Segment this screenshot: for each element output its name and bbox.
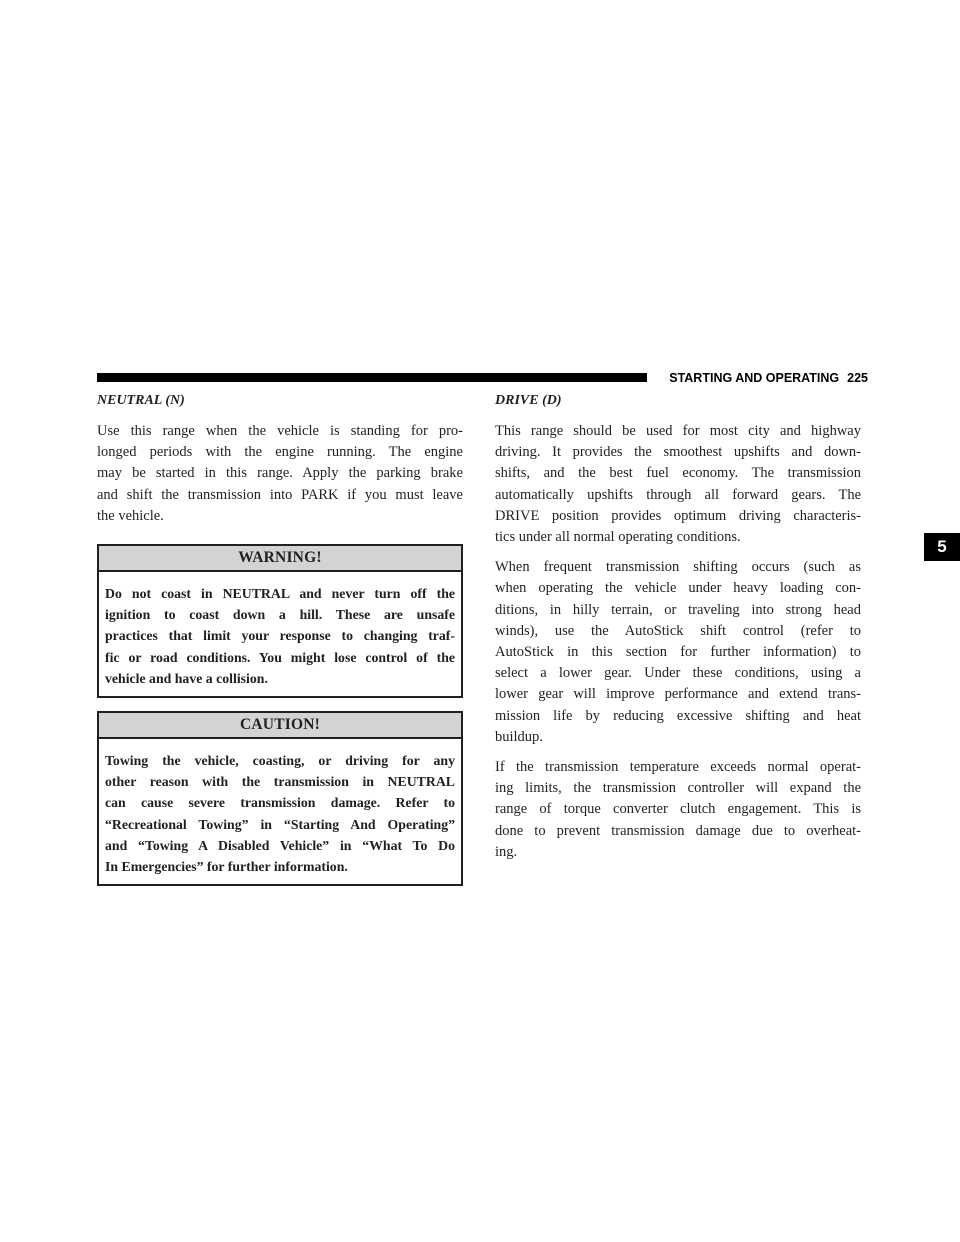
text-line: ignition to coast down a hill. These are unsafe xyxy=(105,607,455,623)
text-line: Use this range when the vehicle is standing for pro- xyxy=(97,423,463,439)
text-line: vehicle and have a collision. xyxy=(105,670,268,686)
section-title: STARTING AND OPERATING xyxy=(669,371,840,385)
text-line: and shift the transmission into PARK if you must leave xyxy=(97,486,463,503)
chapter-tab[interactable]: 5 xyxy=(924,533,960,561)
left-column xyxy=(97,392,463,886)
text-line: driving. It provides the smoothest upshifts and down- xyxy=(495,444,861,461)
running-header xyxy=(658,370,868,386)
text-line: ing limits, the transmission controller will expand the xyxy=(495,780,861,797)
text-line: tics under all normal operating conditions. xyxy=(495,529,741,546)
text-line: when operating the vehicle under heavy loading con- xyxy=(495,580,861,597)
text-line: select a lower gear. Under these conditions, using a xyxy=(495,665,861,682)
drive-heading: DRIVE (D) xyxy=(495,393,562,408)
text-line: range of torque converter clutch engagement. This is xyxy=(495,801,861,818)
text-line: DRIVE position provides optimum driving characteris- xyxy=(495,507,861,524)
text-line: automatically upshifts through all forward gears. The xyxy=(495,486,861,503)
warning-text xyxy=(99,572,461,696)
text-line: This range should be used for most city and highway xyxy=(495,423,861,439)
page-number: 225 xyxy=(847,371,868,385)
text-line: In Emergencies” for further information. xyxy=(105,859,348,875)
neutral-paragraph xyxy=(97,421,463,527)
caution-text xyxy=(99,739,461,884)
header-rule xyxy=(97,373,647,382)
drive-paragraph-1 xyxy=(495,421,861,548)
text-line: When frequent transmission shifting occurs (such as xyxy=(495,559,861,576)
drive-paragraph-2 xyxy=(495,557,861,748)
text-line: Do not coast in NEUTRAL and never turn off the xyxy=(105,586,455,602)
text-line: other reason with the transmission in NEUTRAL xyxy=(105,774,455,790)
text-line: lower gear will improve performance and extend trans- xyxy=(495,686,861,703)
caution-title: CAUTION! xyxy=(99,713,461,739)
text-line: “Recreational Towing” in “Starting And Operating” xyxy=(105,816,455,832)
text-line: shifts, and the best fuel economy. The transmission xyxy=(495,465,861,482)
warning-box xyxy=(97,544,463,698)
caution-box xyxy=(97,711,463,886)
text-line: may be started in this range. Apply the parking brake xyxy=(97,465,463,482)
text-line: fic or road conditions. You might lose control of the xyxy=(105,649,455,665)
text-line: ing. xyxy=(495,843,518,860)
text-line: mission life by reducing excessive shifting and heat xyxy=(495,707,861,724)
drive-paragraph-3 xyxy=(495,757,861,863)
text-line: AutoStick in this section for further information) to xyxy=(495,644,861,661)
right-column xyxy=(495,392,861,872)
warning-title: WARNING! xyxy=(99,546,461,572)
text-line: and “Towing A Disabled Vehicle” in “What To Do xyxy=(105,837,455,853)
neutral-heading: NEUTRAL (N) xyxy=(97,393,185,408)
text-line: longed periods with the engine running. The engine xyxy=(97,444,463,461)
text-line: winds), use the AutoStick shift control (refer to xyxy=(495,622,861,639)
text-line: done to prevent transmission damage due to overheat- xyxy=(495,822,861,839)
text-line: can cause severe transmission damage. Refer to xyxy=(105,795,455,811)
text-line: buildup. xyxy=(495,728,543,745)
text-line: the vehicle. xyxy=(97,507,164,524)
text-line: practices that limit your response to changing traf- xyxy=(105,628,455,644)
text-line: If the transmission temperature exceeds normal operat- xyxy=(495,759,861,776)
text-line: Towing the vehicle, coasting, or driving for any xyxy=(105,753,455,769)
text-line: ditions, in hilly terrain, or traveling into strong head xyxy=(495,601,861,618)
